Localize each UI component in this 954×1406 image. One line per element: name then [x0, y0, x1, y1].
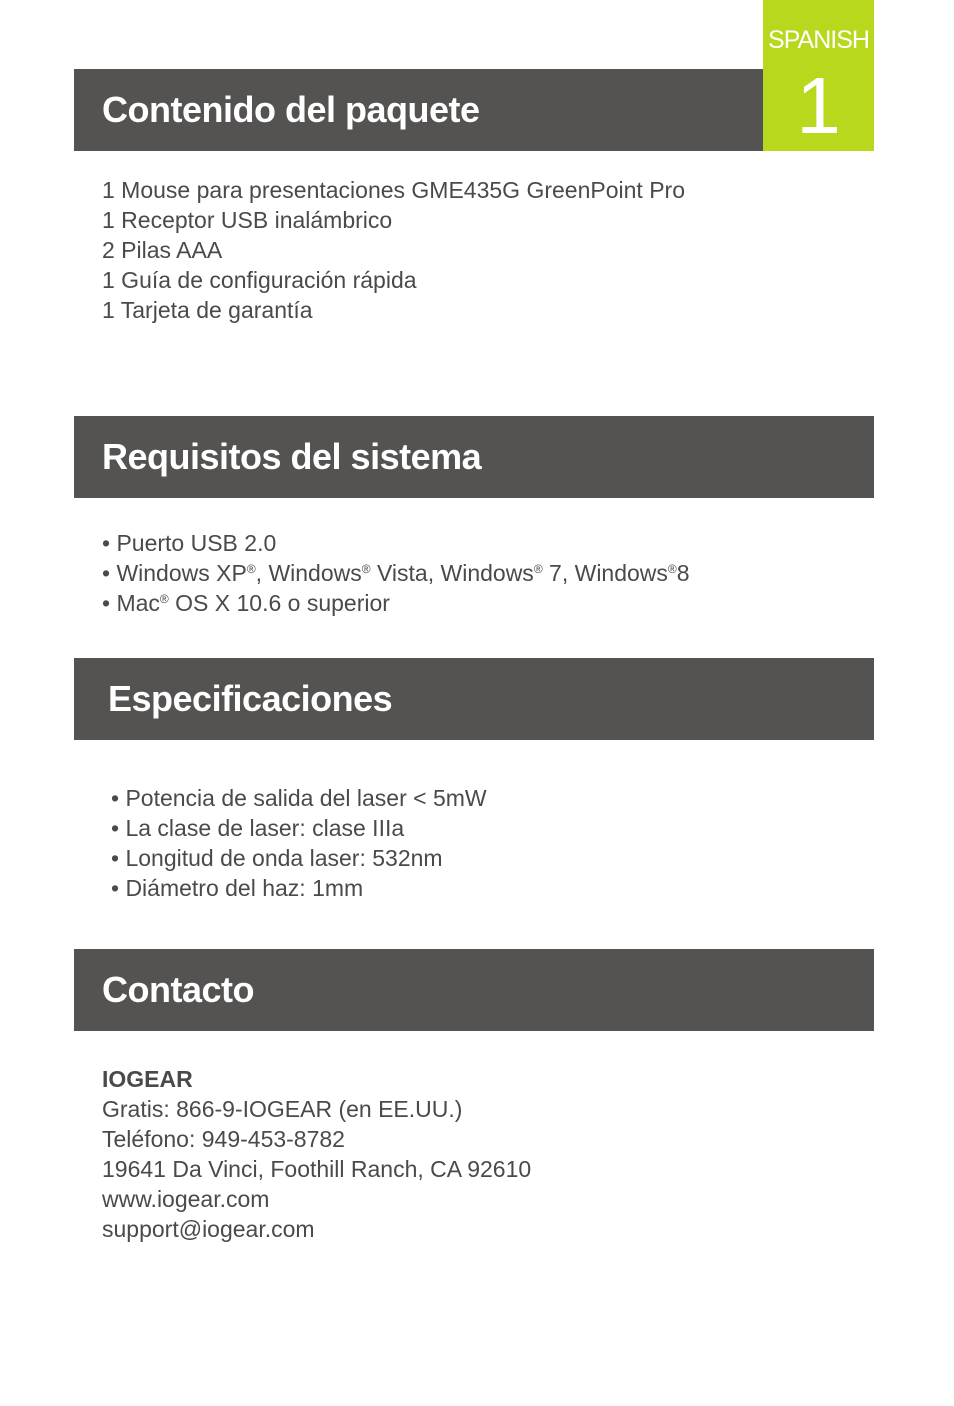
website-line: www.iogear.com — [102, 1186, 270, 1212]
package-header — [74, 69, 763, 151]
list-item: • La clase de laser: clase IIIa — [111, 815, 405, 841]
list-item: 1 Tarjeta de garantía — [102, 297, 313, 323]
specs-list — [111, 783, 487, 903]
list-item: 2 Pilas AAA — [102, 237, 223, 263]
list-item: • Potencia de salida del laser < 5mW — [111, 785, 487, 811]
windows-vista-text: Vista, Windows — [370, 560, 534, 586]
specs-title: Especificaciones — [108, 678, 393, 719]
page-number: 1 — [796, 61, 841, 150]
registered-mark: ® — [361, 562, 371, 576]
list-item: • Diámetro del haz: 1mm — [111, 875, 364, 901]
list-item: • Puerto USB 2.0 — [102, 530, 277, 556]
phone-line: Teléfono: 949-453-8782 — [102, 1126, 345, 1152]
registered-mark: ® — [533, 562, 543, 576]
windows-7-text: 7, Windows — [542, 560, 668, 586]
requirements-title: Requisitos del sistema — [102, 436, 482, 477]
list-item: 1 Receptor USB inalámbrico — [102, 207, 393, 233]
windows-xp-text: • Windows XP — [102, 560, 247, 586]
registered-mark: ® — [667, 562, 677, 576]
mac-os-text: OS X 10.6 o superior — [168, 590, 390, 616]
requirements-list — [102, 528, 690, 618]
email-line: support@iogear.com — [102, 1216, 315, 1242]
contact-block — [102, 1064, 531, 1244]
contact-header — [74, 949, 874, 1031]
list-item — [102, 588, 690, 618]
package-title: Contenido del paquete — [102, 89, 480, 130]
language-label: SPANISH — [768, 26, 869, 54]
language-tab — [763, 0, 874, 151]
company-name: IOGEAR — [102, 1066, 193, 1092]
registered-mark: ® — [159, 592, 169, 606]
list-item: 1 Mouse para presentaciones GME435G GreenPoint Pro — [102, 177, 685, 203]
package-list — [102, 175, 685, 325]
list-item — [102, 558, 690, 588]
windows-8-text: 8 — [676, 560, 690, 586]
contact-title: Contacto — [102, 969, 254, 1010]
requirements-header — [74, 416, 874, 498]
windows-text: , Windows — [255, 560, 362, 586]
specs-header — [74, 658, 874, 740]
address-line: 19641 Da Vinci, Foothill Ranch, CA 92610 — [102, 1156, 532, 1182]
list-item: 1 Guía de configuración rápida — [102, 267, 417, 293]
mac-text: • Mac — [102, 590, 160, 616]
registered-mark: ® — [246, 562, 256, 576]
toll-free-line: Gratis: 866-9-IOGEAR (en EE.UU.) — [102, 1096, 463, 1122]
list-item: • Longitud de onda laser: 532nm — [111, 845, 443, 871]
